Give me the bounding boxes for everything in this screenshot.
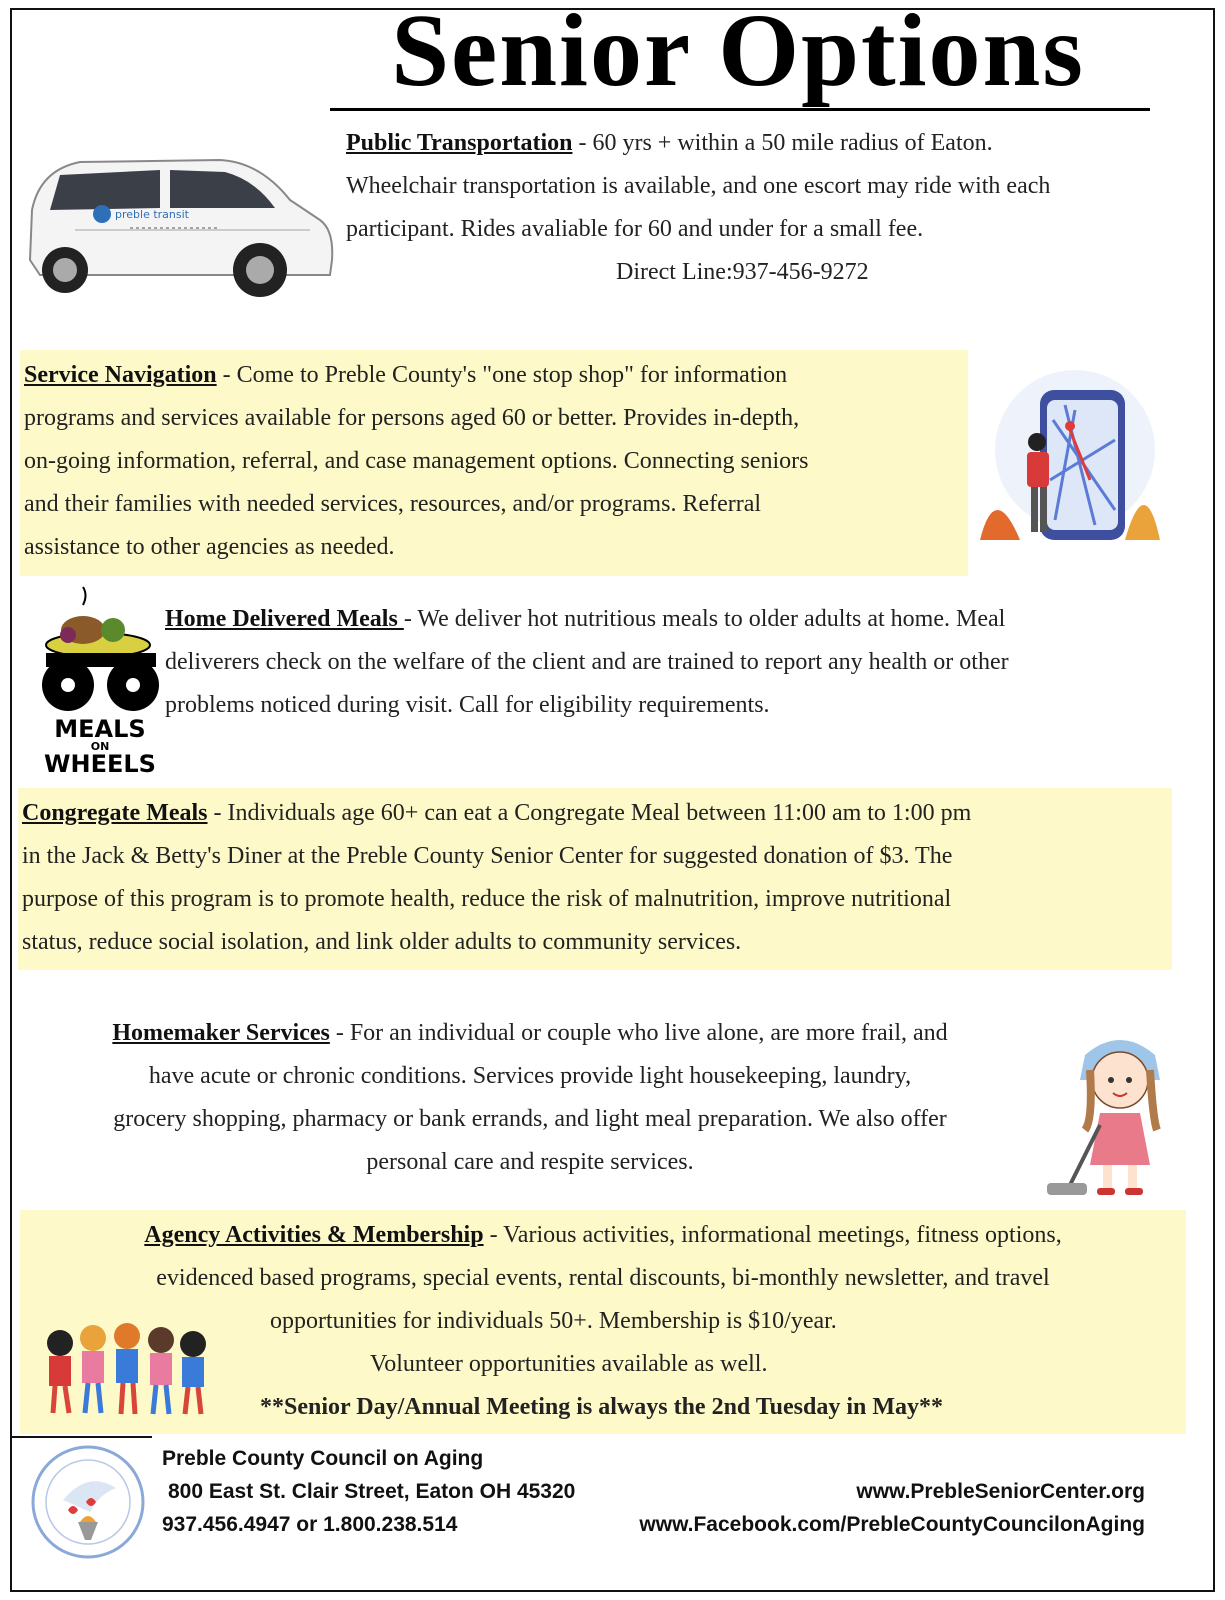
navigation-line: on-going information, referral, and case management options. Connecting seniors <box>24 448 809 474</box>
footer-org: Preble County Council on Aging <box>162 1447 484 1470</box>
page-title: Senior Options <box>391 0 1085 108</box>
congregate-section <box>18 788 1172 970</box>
activities-heading: Agency Activities & Membership <box>144 1222 484 1248</box>
title-underline <box>330 108 1150 111</box>
meals-on-wheels-logo <box>38 585 163 720</box>
children-illustration <box>35 1318 215 1423</box>
senior-day-note: **Senior Day/Annual Meeting is always the 2nd Tuesday in May** <box>260 1394 944 1420</box>
navigation-line: programs and services available for persons aged 60 or better. Provides in-depth, <box>24 405 800 431</box>
homemaker-line: grocery shopping, pharmacy or bank errands, and light meal preparation. We also offer <box>113 1106 947 1132</box>
navigation-line: assistance to other agencies as needed. <box>24 534 395 560</box>
meals-line: Home Delivered Meals - We deliver hot nutritious meals to older adults at home. Meal <box>165 606 1006 632</box>
homemaker-line: Homemaker Services - For an individual or couple who live alone, are more frail, and <box>112 1020 948 1046</box>
activities-line: evidenced based programs, special events, rental discounts, bi-monthly newsletter, and travel <box>156 1265 1050 1291</box>
transportation-line-2: Wheelchair transportation is available, and one escort may ride with each <box>346 173 1051 199</box>
meals-heading: Home Delivered Meals <box>165 606 404 632</box>
council-seal-logo <box>28 1440 148 1565</box>
footer-rule <box>12 1436 152 1438</box>
meals-line: deliverers check on the welfare of the client and are trained to report any health or other <box>165 649 1009 675</box>
homemaker-line: have acute or chronic conditions. Services provide light housekeeping, laundry, <box>148 1063 912 1089</box>
activities-line: opportunities for individuals 50+. Membership is $10/year. <box>270 1308 837 1334</box>
footer-links <box>600 1475 1145 1541</box>
meals-on-wheels-wordmark: MEALS ON WHEELS <box>44 715 156 778</box>
transportation-section <box>346 122 1196 294</box>
footer-address: 800 East St. Clair Street, Eaton OH 45320 <box>168 1480 576 1503</box>
transportation-heading: Public Transportation <box>346 130 573 156</box>
meals-section <box>165 598 1205 727</box>
footer-phones: 937.456.4947 or 1.800.238.514 <box>162 1513 458 1536</box>
navigation-line: and their families with needed services, resources, and/or programs. Referral <box>24 491 762 517</box>
navigation-heading: Service Navigation <box>24 362 217 388</box>
footer-contact <box>162 1442 622 1541</box>
homemaker-vacuum-illustration <box>1045 1025 1185 1200</box>
map-phone-illustration <box>975 360 1165 545</box>
transportation-line-3: participant. Rides avaliable for 60 and under for a small fee. <box>346 216 924 242</box>
navigation-line: Service Navigation - Come to Preble County's "one stop shop" for information <box>24 362 788 388</box>
homemaker-section <box>30 1012 1030 1184</box>
website-link[interactable]: www.PrebleSeniorCenter.org <box>856 1480 1145 1503</box>
homemaker-line: personal care and respite services. <box>366 1149 694 1175</box>
transportation-phone: Direct Line:937-456-9272 <box>616 259 869 285</box>
congregate-line: purpose of this program is to promote health, reduce the risk of malnutrition, improve nutritional <box>22 886 952 912</box>
van-logo-text: preble transit <box>115 208 189 221</box>
homemaker-heading: Homemaker Services <box>112 1020 330 1046</box>
meals-line: problems noticed during visit. Call for eligibility requirements. <box>165 692 770 718</box>
congregate-line: status, reduce social isolation, and link older adults to community services. <box>22 929 742 955</box>
congregate-line: in the Jack & Betty's Diner at the Preble County Senior Center for suggested donation of $3. The <box>22 843 953 869</box>
transportation-line-1: Public Transportation - 60 yrs + within a 50 mile radius of Eaton. <box>346 130 993 156</box>
facebook-link[interactable]: www.Facebook.com/PrebleCountyCouncilonAging <box>639 1513 1145 1536</box>
congregate-heading: Congregate Meals <box>22 800 208 826</box>
activities-line: Volunteer opportunities available as well. <box>370 1351 768 1377</box>
activities-line: Agency Activities & Membership - Various activities, informational meetings, fitness options, <box>144 1222 1062 1248</box>
van-image <box>20 150 338 300</box>
navigation-section <box>20 350 968 576</box>
congregate-line: Congregate Meals - Individuals age 60+ can eat a Congregate Meal between 11:00 am to 1:00 pm <box>22 800 972 826</box>
